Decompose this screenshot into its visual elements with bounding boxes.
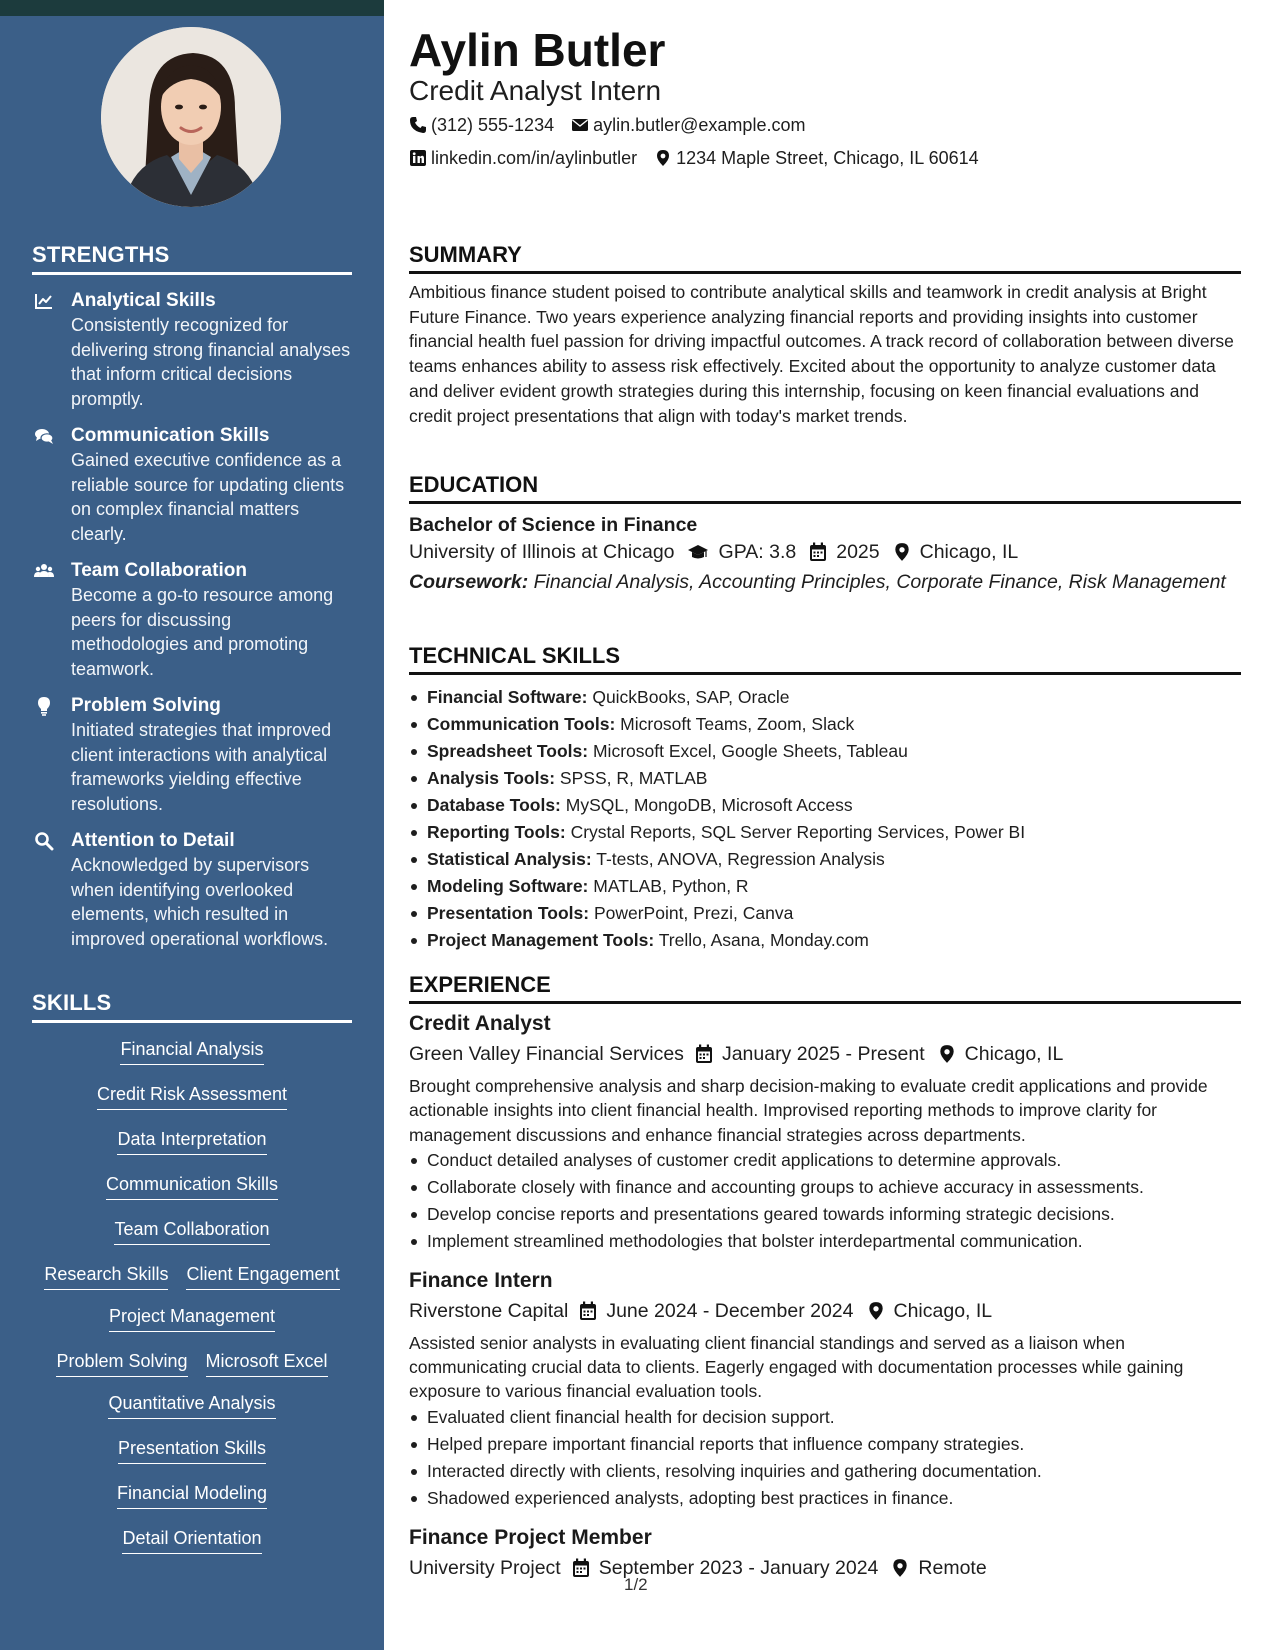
job-bullets (409, 1404, 1241, 1512)
summary-section (409, 242, 1241, 428)
address-text: 1234 Maple Street, Chicago, IL 60614 (676, 148, 979, 168)
email-contact[interactable] (571, 113, 805, 137)
strength-item (32, 424, 352, 546)
job-entry (409, 1010, 1241, 1255)
job-location: Remote (890, 1554, 986, 1582)
skill-tag: Quantitative Analysis (32, 1391, 352, 1422)
line-chart-icon (34, 291, 54, 311)
list-item: Implement streamlined methodologies that bolster interdepartmental communication. (409, 1228, 1241, 1255)
skill-tag: Presentation Skills (32, 1436, 352, 1467)
comments-icon (34, 426, 54, 446)
list-item: Financial Software: QuickBooks, SAP, Oracle (409, 684, 1241, 711)
job-location: Chicago, IL (866, 1297, 993, 1325)
email-text: aylin.butler@example.com (593, 115, 806, 135)
map-marker-icon (890, 1558, 910, 1578)
job-location: Chicago, IL (937, 1040, 1064, 1068)
strength-item (32, 289, 352, 411)
skills-heading: SKILLS (32, 990, 352, 1023)
linkedin-text: linkedin.com/in/aylinbutler (431, 148, 638, 168)
users-icon (34, 561, 54, 581)
contact-row (409, 113, 822, 137)
experience-section (409, 972, 1241, 1582)
job-title: Credit Analyst (409, 1012, 551, 1035)
strength-item (32, 694, 352, 816)
list-item: Communication Tools: Microsoft Teams, Zoom, Slack (409, 711, 1241, 738)
strengths-heading: STRENGTHS (32, 242, 352, 275)
calendar-icon (571, 1558, 591, 1578)
strength-title: Attention to Detail (71, 830, 235, 851)
education-location: Chicago, IL (892, 538, 1019, 566)
strength-description: Consistently recognized for delivering strong financial analyses that inform critical decisions promptly. (71, 315, 351, 409)
strength-description: Initiated strategies that improved client interactions with analytical frameworks yielding effective resolutions. (71, 720, 332, 814)
job-entry (409, 1267, 1241, 1512)
list-item: Database Tools: MySQL, MongoDB, Microsoft Access (409, 792, 1241, 819)
skill-tag: Communication Skills (32, 1172, 352, 1203)
job-dates: September 2023 - January 2024 (571, 1554, 879, 1582)
list-item: Conduct detailed analyses of customer credit applications to determine approvals. (409, 1147, 1241, 1174)
job-title: Finance Intern (409, 1268, 553, 1292)
job-dates: June 2024 - December 2024 (578, 1297, 853, 1325)
envelope-icon (571, 116, 589, 134)
job-dates: January 2025 - Present (694, 1040, 925, 1068)
school-name: University of Illinois at Chicago (409, 541, 675, 563)
education-meta (409, 538, 1241, 566)
map-marker-icon (937, 1044, 957, 1064)
calendar-icon (694, 1044, 714, 1064)
calendar-icon (808, 542, 828, 562)
map-marker-icon (866, 1301, 886, 1321)
summary-heading: SUMMARY (409, 242, 1241, 274)
skills-list (32, 1037, 352, 1557)
strength-title: Communication Skills (71, 425, 270, 446)
sidebar-top-bar (0, 0, 384, 16)
skill-tag: Data Interpretation (32, 1127, 352, 1158)
skill-tag: Problem Solving (56, 1349, 187, 1377)
list-item: Reporting Tools: Crystal Reports, SQL Server Reporting Services, Power BI (409, 819, 1241, 846)
search-icon (34, 831, 54, 851)
skill-tag: Project Management (32, 1304, 352, 1335)
list-item: Interacted directly with clients, resolving inquiries and gathering documentation. (409, 1458, 1241, 1485)
job-title: Finance Project Member (409, 1525, 652, 1549)
strength-item (32, 559, 352, 681)
technical-skills-list (409, 684, 1241, 954)
strength-title: Analytical Skills (71, 290, 216, 311)
skill-tag: Financial Modeling (32, 1481, 352, 1512)
gpa: GPA: 3.8 (685, 538, 797, 566)
address-contact (654, 146, 979, 170)
profile-photo (101, 27, 281, 207)
calendar-icon (578, 1301, 598, 1321)
lightbulb-icon (34, 696, 54, 716)
list-item: Collaborate closely with finance and accounting groups to achieve accuracy in assessments. (409, 1174, 1241, 1201)
linkedin-contact[interactable] (409, 146, 637, 170)
company-name: Riverstone Capital (409, 1299, 569, 1322)
technical-skills-heading: TECHNICAL SKILLS (409, 643, 1241, 675)
job-meta (409, 1297, 1241, 1325)
skills-section (32, 990, 352, 1557)
experience-heading: EXPERIENCE (409, 972, 1241, 1004)
strength-description: Become a go-to resource among peers for discussing methodologies and promoting teamwork. (71, 585, 334, 679)
skill-tag: Team Collaboration (32, 1217, 352, 1248)
list-item: Helped prepare important financial reports that influence company strategies. (409, 1431, 1241, 1458)
job-bullets (409, 1147, 1241, 1255)
job-entry (409, 1524, 1241, 1582)
sidebar (0, 0, 384, 1650)
page-number: 1/2 (624, 1575, 648, 1594)
graduation-year: 2025 (808, 538, 879, 566)
candidate-title: Credit Analyst Intern (409, 75, 662, 106)
list-item: Spreadsheet Tools: Microsoft Excel, Google Sheets, Tableau (409, 738, 1241, 765)
list-item: Statistical Analysis: T-tests, ANOVA, Regression Analysis (409, 846, 1241, 873)
job-description: Assisted senior analysts in evaluating client financial standings and served as a liaison when communicating crucial data to clients. Eagerly engaged with documentation processes while gaining exposure to various financial evaluation tools. (409, 1332, 1184, 1402)
strength-title: Team Collaboration (71, 560, 247, 581)
linkedin-icon (409, 149, 427, 167)
summary-text: Ambitious finance student poised to contribute analytical skills and teamwork in credit analysis at Bright Future Finance. Two years experience analyzing financial reports and providing insights into customer financial health fuel passion for driving impactful outcomes. A track record of collaboration between diverse teams enhances ability to assess risk effectively. Excited about the opportunity to analyze customer data and deliver evident growth strategies during this internship, focusing on keen financial evaluations and credit project presentations that align with today's market trends. (409, 282, 1234, 426)
education-section (409, 472, 1241, 595)
strength-title: Problem Solving (71, 695, 221, 716)
skill-tag: Detail Orientation (32, 1526, 352, 1557)
list-item: Analysis Tools: SPSS, R, MATLAB (409, 765, 1241, 792)
list-item: Project Management Tools: Trello, Asana, Monday.com (409, 927, 1241, 954)
education-heading: EDUCATION (409, 472, 1241, 504)
skill-tag: Financial Analysis (32, 1037, 352, 1068)
job-description: Brought comprehensive analysis and sharp decision-making to evaluate credit applications and provide actionable insights into client financial health. Improvised reporting methods to improve clarity for management discussions and enhance financial strategies across departments. (409, 1076, 1208, 1145)
phone-icon (409, 116, 427, 134)
graduation-cap-icon (685, 542, 711, 562)
phone-contact[interactable] (409, 113, 554, 137)
list-item: Evaluated client financial health for decision support. (409, 1404, 1241, 1431)
company-name: University Project (409, 1556, 561, 1579)
strength-description: Gained executive confidence as a reliable source for updating clients on complex financial matters clearly. (71, 450, 345, 544)
coursework: Coursework: Financial Analysis, Accounting Principles, Corporate Finance, Risk Management (409, 571, 1226, 593)
candidate-name: Aylin Butler (409, 24, 666, 76)
strength-description: Acknowledged by supervisors when identifying overlooked elements, which resulted in improved operational workflows. (71, 855, 329, 949)
job-meta (409, 1040, 1241, 1068)
strengths-section (32, 242, 352, 951)
map-marker-icon (892, 542, 912, 562)
map-marker-icon (654, 149, 672, 167)
strength-item (32, 829, 352, 951)
job-meta (409, 1554, 1241, 1582)
skill-tag: Credit Risk Assessment (32, 1082, 352, 1113)
skill-tag: Research Skills (44, 1262, 168, 1290)
degree-title: Bachelor of Science in Finance (409, 514, 698, 536)
list-item: Develop concise reports and presentations geared towards informing strategic decisions. (409, 1201, 1241, 1228)
skill-tag: Client Engagement (186, 1262, 339, 1290)
skill-tag: Microsoft Excel (206, 1349, 328, 1377)
contact-row (409, 146, 996, 170)
technical-skills-section (409, 643, 1241, 954)
list-item: Presentation Tools: PowerPoint, Prezi, Canva (409, 900, 1241, 927)
list-item: Modeling Software: MATLAB, Python, R (409, 873, 1241, 900)
phone-text: (312) 555-1234 (431, 115, 555, 135)
list-item: Shadowed experienced analysts, adopting best practices in finance. (409, 1485, 1241, 1512)
company-name: Green Valley Financial Services (409, 1043, 684, 1065)
